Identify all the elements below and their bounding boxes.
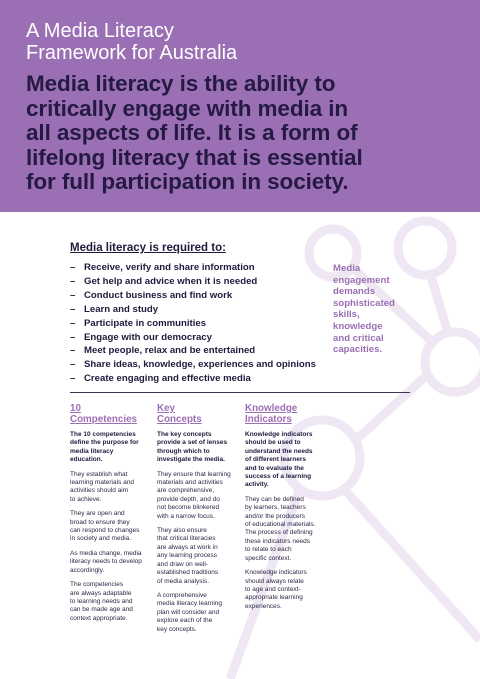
column-lead: Knowledge indicators should be used to understand the needs of different learners and to evaluate the success of a learning activity.	[245, 431, 313, 489]
list-item: – Receive, verify and share information	[70, 262, 255, 273]
section-divider	[70, 392, 410, 393]
list-item: – Share ideas, knowledge, experiences and opinions	[70, 359, 316, 371]
list-item: – Create engaging and effective media	[70, 373, 251, 385]
list-item: – Learn and study	[70, 303, 159, 315]
list-item: – Meet people, relax and be entertained	[70, 345, 256, 357]
column-knowledge-indicators	[245, 404, 331, 617]
paragraph: As media change, media literacy needs to develop accordingly.	[70, 549, 142, 574]
column-lead: The key concepts provide a set of lenses through which to investigate the media.	[157, 431, 228, 464]
list-item: – Engage with our democracy	[70, 331, 212, 343]
header-banner	[0, 0, 480, 212]
headline-statement: Media literacy is the ability to critically engage with media in all aspects of life. It is a form of lifelong literacy that is essential for full participation in society.	[26, 71, 363, 194]
paragraph: They can be defined by learners, teachers and/or the producers of educational materials. The process of defining these indicators needs to relate to each specific context.	[245, 495, 316, 562]
list-item: – Get help and advice when it is needed	[70, 275, 258, 287]
paragraph: They also ensure that critical literacies are always at work in any learning process and draw on well- established traditions of media analysis.	[157, 527, 219, 585]
requirements-title: Media literacy is required to:	[70, 242, 226, 254]
side-note: Media engagement demands sophisticated skills, knowledge and critical capacities.	[333, 263, 395, 356]
paragraph: They ensure that learning materials and activities are comprehensive, provide depth, and do not become blinkered with a narrow focus.	[157, 470, 231, 520]
paragraph: They are open and broad to ensure they can respond to changes in society and media.	[70, 510, 140, 543]
column-heading: Knowledge Indicators	[245, 403, 298, 425]
paragraph: A comprehensive media literacy learning plan will consider and explore each of the key concepts.	[157, 591, 223, 633]
column-heading: Key Concepts	[157, 403, 202, 425]
paragraph: The competencies are always adaptable to learning needs and can be made age and context appropriate.	[70, 581, 133, 622]
column-heading: 10 Competencies	[70, 403, 137, 425]
list-item: – Participate in communities	[70, 317, 207, 329]
document-title: A Media Literacy Framework for Australia	[26, 20, 238, 64]
column-competencies	[70, 404, 152, 629]
column-key-concepts	[157, 404, 241, 640]
list-item: – Conduct business and find work	[70, 289, 233, 301]
requirements-list	[70, 261, 340, 386]
column-lead: The 10 competencies define the purpose for media literacy education.	[70, 431, 139, 464]
paragraph: Knowledge indicators should always relate to age and context- appropriate learning experiences.	[245, 569, 307, 610]
paragraph: They establish what learning materials and activities should aim to achieve.	[70, 470, 134, 503]
